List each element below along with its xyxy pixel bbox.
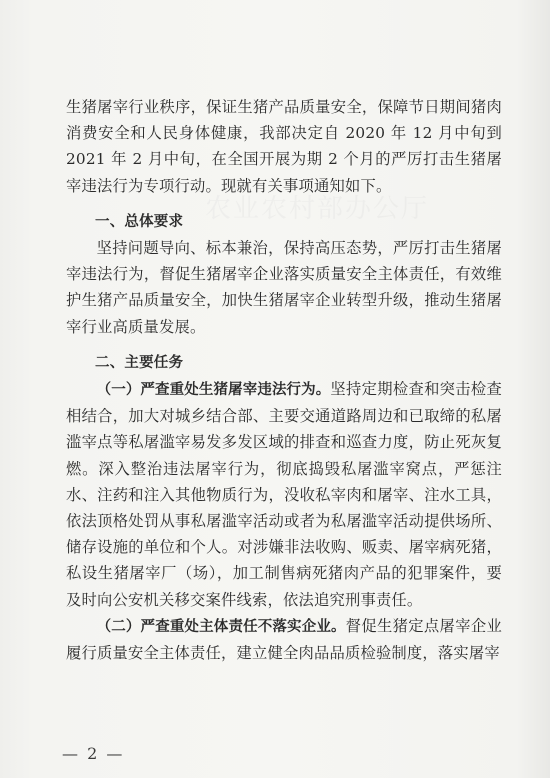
section-heading-general-requirements: 一、总体要求 <box>95 213 184 230</box>
section-heading-main-tasks: 二、主要任务 <box>95 354 184 371</box>
watermark: 农业农村部办公厅 <box>205 194 430 224</box>
task-paragraph-1 <box>66 376 502 613</box>
general-requirements-paragraph: 坚持问题导向、标本兼治，保持高压态势，严厉打击生猪屠宰违法行为，督促生猪屠宰企业落实质量安全主体责任，有效维护生猪产品质量安全，加快生猪屠宰企业转型升级，推动生猪屠宰行业高质量发展。 <box>66 239 502 336</box>
task-paragraph-2 <box>66 613 502 666</box>
task-body-1: 坚持定期检查和突击检查相结合，加大对城乡结合部、主要交通道路周边和已取缔的私屠滥宰点等私屠滥宰易发多发区域的排查和巡查力度，防止死灰复燃。深入整治违法屠宰行为，彻底捣毁私屠滥宰窝点，严惩注水、注药和注入其他物质行为，没收私宰肉和屠宰、注水工具，依法顶格处罚从事私屠滥宰活动或者为私屠滥宰活动提供场所、储存设施的单位和个人。对涉嫌非法收购、贩卖、屠宰病死猪，私设生猪屠宰厂（场），加工制售病死猪肉产品的犯罪案件，要及时向公安机关移交案件线索，依法追究刑事责任。 <box>66 380 503 609</box>
task-body-2: 督促生猪定点屠宰企业履行质量安全主体责任，建立健全肉品品质检验制度，落实屠宰 <box>66 616 502 663</box>
page-number: — 2 — <box>62 744 125 763</box>
document-body <box>66 94 502 666</box>
task-title-1: （一）严查重处生猪屠宰违法行为。 <box>96 382 331 399</box>
intro-paragraph: 生猪屠宰行业秩序，保证生猪产品质量安全，保障节日期间猪肉消费安全和人民身体健康，我部决定自 2020 年 12 月中旬到 2021 年 2 月中旬，在全国开展为期 2 个月的严厉打击生猪屠宰违法行为专项行动。现就有关事项通知如下。 <box>66 98 502 195</box>
task-title-2: （二）严查重处主体责任不落实企业。 <box>96 618 346 635</box>
